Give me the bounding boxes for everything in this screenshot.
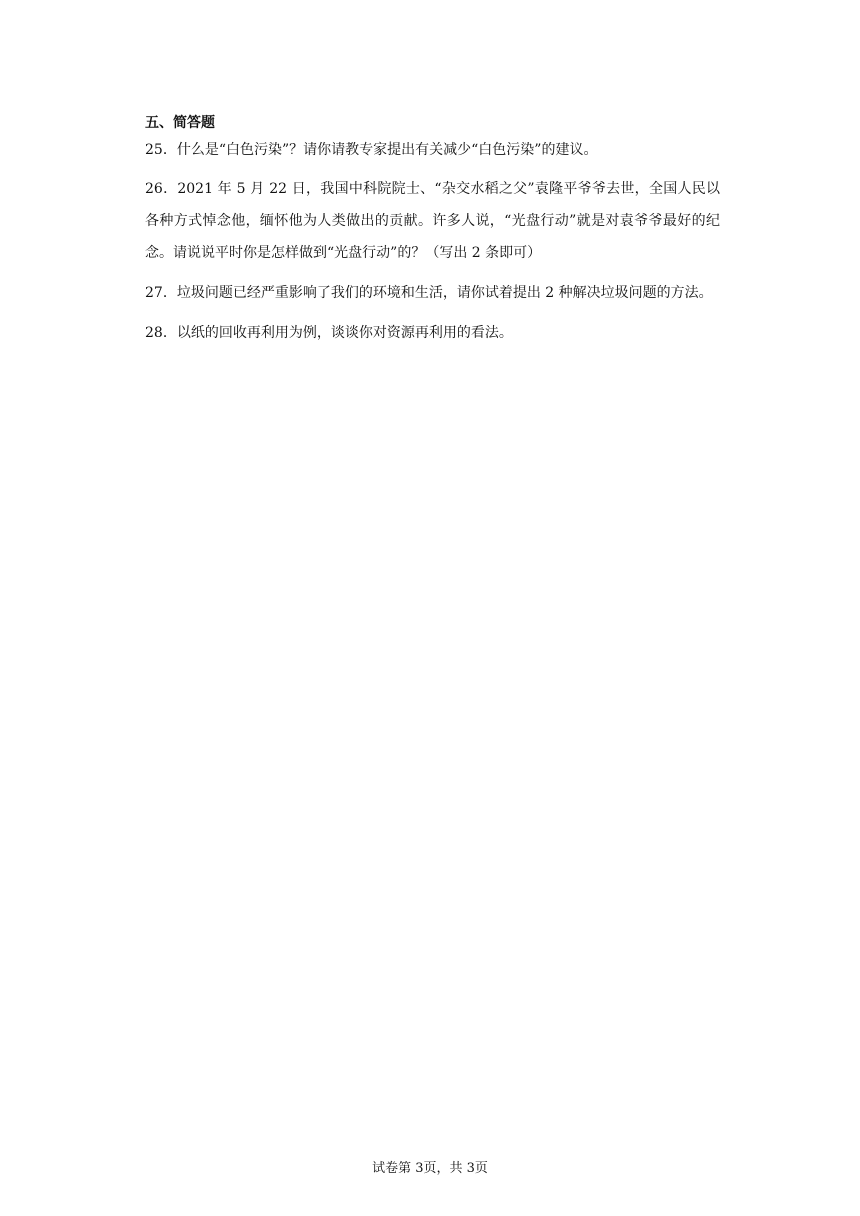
question-26: 26．2021 年 5 月 22 日，我国中科院院士、“杂交水稻之父”袁隆平爷爷去世，全国人民以各种方式悼念他，缅怀他为人类做出的贡献。许多人说，“光盘行动”就是对袁爷爷最好的纪念。请说说平时你是怎样做到“光盘行动”的？（写出 2 条即可） [145, 181, 720, 261]
question-25: 25．什么是“白色污染”？请你请教专家提出有关减少“白色污染”的建议。 [145, 142, 598, 158]
exam-content [145, 113, 720, 357]
question-27: 27．垃圾问题已经严重影响了我们的环境和生活，请你试着提出 2 种解决垃圾问题的方法。 [145, 285, 713, 301]
page-footer: 试卷第 3页，共 3页 [372, 1161, 488, 1176]
question-28: 28．以纸的回收再利用为例，谈谈你对资源再利用的看法。 [145, 325, 513, 341]
section-title: 五、简答题 [145, 115, 215, 131]
